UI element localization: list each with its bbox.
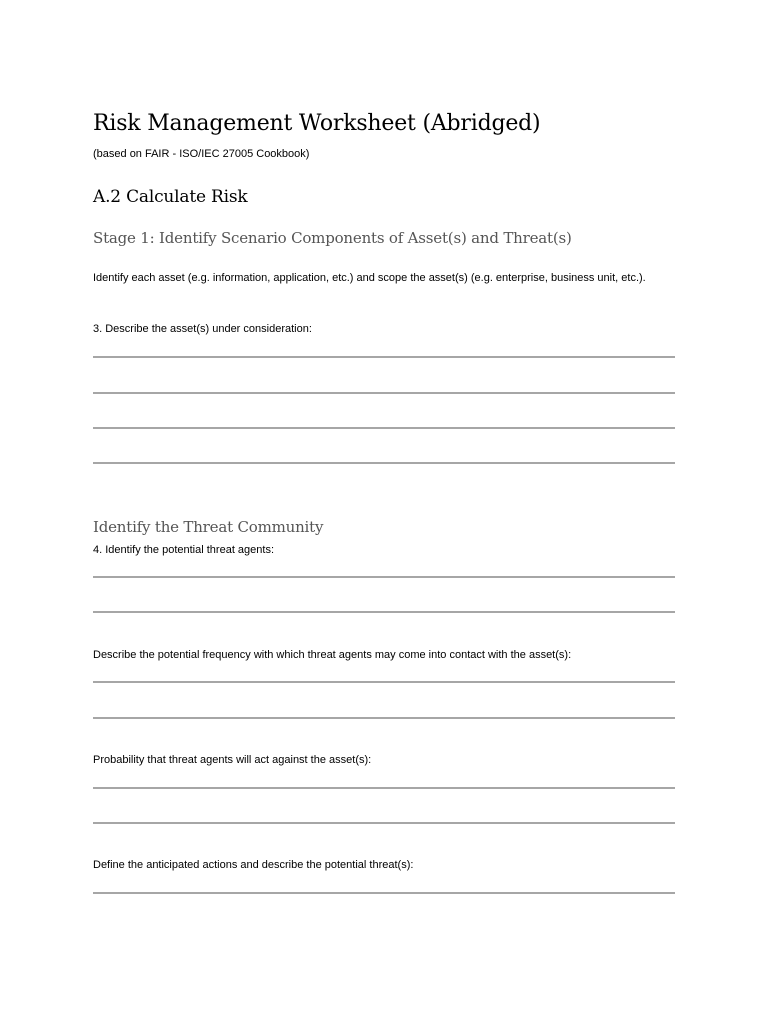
document-title: Risk Management Worksheet (Abridged): [93, 111, 541, 136]
answer-line-probability-b[interactable]: [93, 822, 675, 824]
answer-line-3a[interactable]: [93, 356, 675, 358]
document-subtitle: (based on FAIR - ISO/IEC 27005 Cookbook): [93, 148, 310, 160]
frequency-prompt: Describe the potential frequency with which threat agents may come into contact with the asset(s):: [93, 649, 572, 661]
threat-community-heading: Identify the Threat Community: [93, 518, 324, 536]
answer-line-frequency-b[interactable]: [93, 717, 675, 719]
answer-line-3b[interactable]: [93, 392, 675, 394]
question-4-label: 4. Identify the potential threat agents:: [93, 544, 275, 556]
answer-line-4a[interactable]: [93, 576, 675, 578]
answer-line-actions-a[interactable]: [93, 892, 675, 894]
answer-line-4b[interactable]: [93, 611, 675, 613]
answer-line-3c[interactable]: [93, 427, 675, 429]
probability-prompt: Probability that threat agents will act against the asset(s):: [93, 754, 372, 766]
answer-line-probability-a[interactable]: [93, 787, 675, 789]
section-heading: A.2 Calculate Risk: [93, 187, 248, 207]
intro-paragraph: Identify each asset (e.g. information, application, etc.) and scope the asset(s) (e.g. enterprise, business unit, etc.).: [93, 272, 646, 284]
actions-prompt: Define the anticipated actions and describe the potential threat(s):: [93, 859, 414, 871]
stage-heading: Stage 1: Identify Scenario Components of Asset(s) and Threat(s): [93, 229, 572, 247]
question-3-label: 3. Describe the asset(s) under consideration:: [93, 323, 312, 335]
answer-line-3d[interactable]: [93, 462, 675, 464]
answer-line-frequency-a[interactable]: [93, 681, 675, 683]
